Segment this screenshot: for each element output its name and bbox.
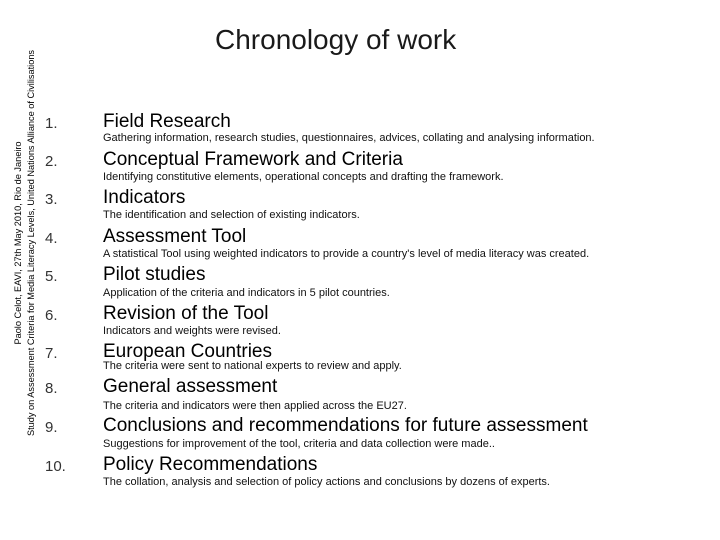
sidebar-study-line: Study on Assessment Criteria for Media Literacy Levels, United Nations Alliance of Civilisations: [26, 49, 36, 437]
item-number: 3.: [45, 191, 58, 208]
item-number: 1.: [45, 115, 58, 132]
sidebar: [0, 0, 50, 540]
item-number: 2.: [45, 153, 58, 170]
item-number: 6.: [45, 307, 58, 324]
page-title: Chronology of work: [215, 24, 457, 55]
item-heading: General assessment: [103, 376, 278, 397]
item-heading: Revision of the Tool: [103, 303, 269, 324]
item-heading: European Countries: [103, 341, 272, 362]
item-number: 5.: [45, 268, 58, 285]
item-description: Gathering information, research studies, questionnaires, advices, collating and analysing information.: [103, 132, 595, 144]
sidebar-caption: [12, 50, 38, 436]
item-number: 8.: [45, 380, 58, 397]
item-description: Application of the criteria and indicators in 5 pilot countries.: [103, 287, 390, 299]
item-description: The criteria and indicators were then applied across the EU27.: [103, 400, 407, 412]
item-description: Identifying constitutive elements, operational concepts and drafting the framework.: [103, 171, 504, 183]
item-description: The identification and selection of existing indicators.: [103, 209, 360, 221]
item-number: 4.: [45, 230, 58, 247]
item-description: Suggestions for improvement of the tool, criteria and data collection were made..: [103, 438, 495, 450]
item-number: 7.: [45, 345, 58, 362]
item-heading: Indicators: [103, 187, 186, 208]
item-description: Indicators and weights were revised.: [103, 325, 281, 337]
item-heading: Field Research: [103, 111, 231, 132]
item-heading: Conceptual Framework and Criteria: [103, 149, 403, 170]
sidebar-author-line: Paolo Celot, EAVI, 27th May 2010, Rio de Janeiro: [13, 141, 23, 345]
item-description: The collation, analysis and selection of policy actions and conclusions by dozens of experts.: [103, 476, 550, 488]
item-heading: Pilot studies: [103, 264, 206, 285]
item-description: The criteria were sent to national experts to review and apply.: [103, 360, 402, 372]
item-description: A statistical Tool using weighted indicators to provide a country's level of media literacy was created.: [103, 248, 590, 260]
item-heading: Assessment Tool: [103, 226, 247, 247]
item-heading: Policy Recommendations: [103, 454, 318, 475]
item-heading: Conclusions and recommendations for future assessment: [103, 415, 588, 436]
item-number: 10.: [45, 458, 66, 475]
item-number: 9.: [45, 419, 58, 436]
